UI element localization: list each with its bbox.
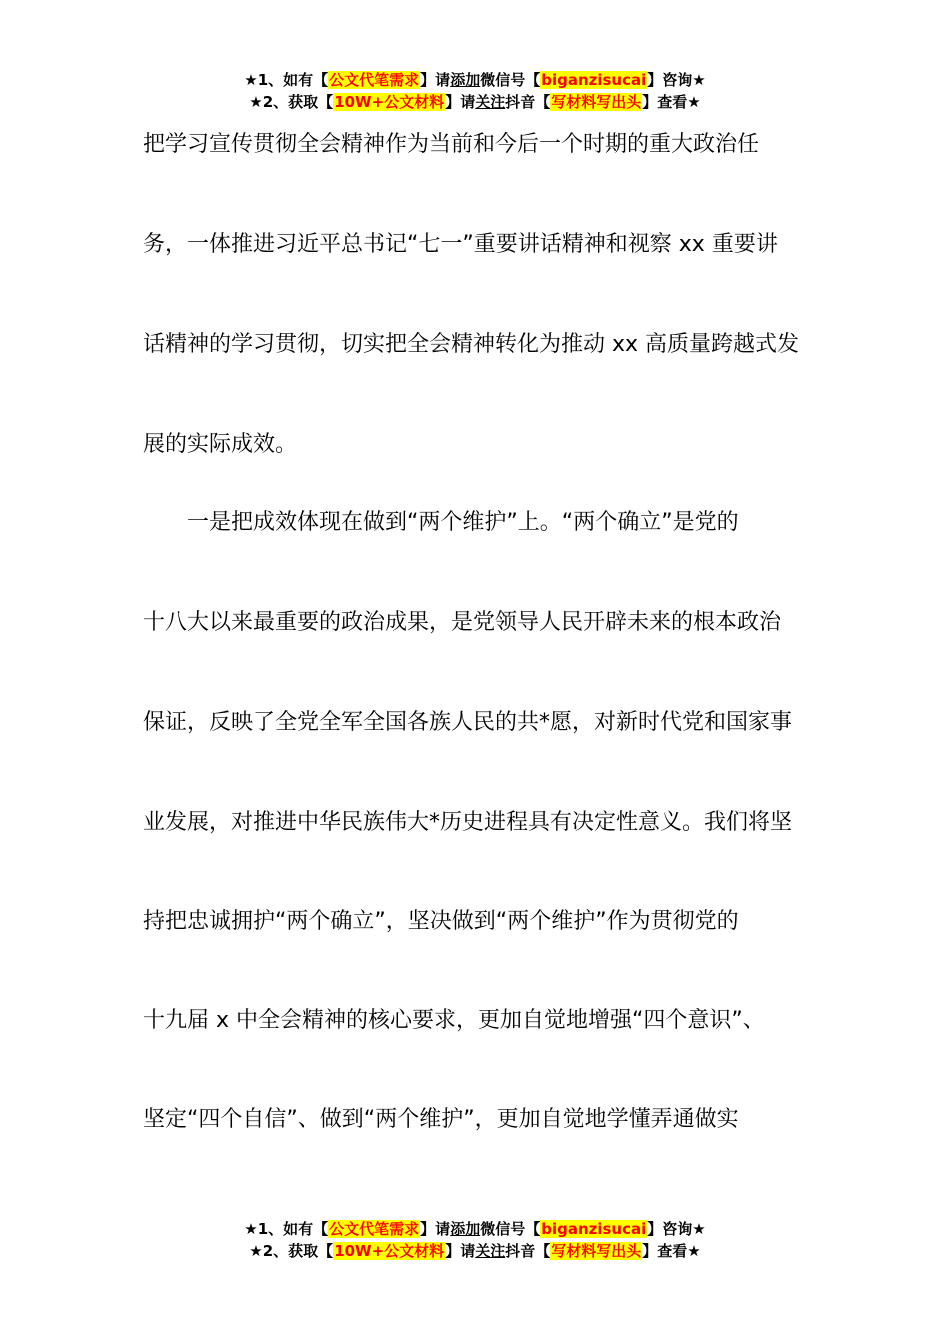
body-line-1: 把学习宣传贯彻全会精神作为当前和今后一个时期的重大政治任 <box>143 132 760 157</box>
banner-text: 】请 <box>445 1242 476 1260</box>
banner-text: 】咨询★ <box>647 71 706 89</box>
banner-highlight: biganzisucai <box>541 1220 647 1238</box>
body-line-9: 持把忠诚拥护“两个确立”，坚决做到“两个维护”作为贯彻党的 <box>143 909 739 934</box>
banner-text: 】请 <box>445 93 476 111</box>
banner-text: ★2、获取【 <box>249 1242 334 1260</box>
body-line-10: 十九届 x 中全会精神的核心要求，更加自觉地增强“四个意识”、 <box>143 1008 765 1033</box>
body-line-4: 展的实际成效。 <box>143 432 298 457</box>
banner-highlight: 写材料写出头 <box>551 93 642 111</box>
body-line-3: 话精神的学习贯彻，切实把全会精神转化为推动 xx 高质量跨越式发 <box>143 332 800 357</box>
footer-banner <box>0 1218 950 1262</box>
banner-text: 抖音【 <box>505 93 551 111</box>
banner-text: 抖音【 <box>505 1242 551 1260</box>
banner-highlight: 10W+公文材料 <box>334 1242 445 1260</box>
banner-text: 】请 <box>420 71 451 89</box>
body-line-7: 保证，反映了全党全军全国各族人民的共*愿，对新时代党和国家事 <box>143 710 793 735</box>
banner-line-1 <box>0 1218 950 1240</box>
banner-text: ★1、如有【 <box>244 1220 329 1238</box>
banner-text: 】查看★ <box>642 93 701 111</box>
body-line-6: 十八大以来最重要的政治成果，是党领导人民开辟未来的根本政治 <box>143 610 782 635</box>
banner-text: ★1、如有【 <box>244 71 329 89</box>
banner-text: 微信号【 <box>480 1220 541 1238</box>
header-banner <box>0 69 950 113</box>
banner-text: 微信号【 <box>480 71 541 89</box>
banner-text: ★2、获取【 <box>249 93 334 111</box>
banner-highlight: 10W+公文材料 <box>334 93 445 111</box>
banner-text: 】查看★ <box>642 1242 701 1260</box>
body-line-5: 一是把成效体现在做到“两个维护”上。“两个确立”是党的 <box>143 510 739 535</box>
banner-line-1 <box>0 69 950 91</box>
body-line-11: 坚定“四个自信”、做到“两个维护”，更加自觉地学懂弄通做实 <box>143 1107 739 1132</box>
body-line-2: 务，一体推进习近平总书记“七一”重要讲话精神和视察 xx 重要讲 <box>143 232 778 257</box>
banner-line-2 <box>0 1240 950 1262</box>
banner-emphasis: 关注 <box>475 1242 506 1260</box>
banner-line-2 <box>0 91 950 113</box>
banner-highlight: 公文代笔需求 <box>329 1220 420 1238</box>
banner-emphasis: 关注 <box>475 93 506 111</box>
banner-text: 】请 <box>420 1220 451 1238</box>
banner-highlight: biganzisucai <box>541 71 647 89</box>
body-line-8: 业发展，对推进中华民族伟大*历史进程具有决定性意义。我们将坚 <box>143 810 793 835</box>
banner-emphasis: 添加 <box>450 1220 481 1238</box>
banner-highlight: 公文代笔需求 <box>329 71 420 89</box>
banner-highlight: 写材料写出头 <box>551 1242 642 1260</box>
banner-text: 】咨询★ <box>647 1220 706 1238</box>
banner-emphasis: 添加 <box>450 71 481 89</box>
